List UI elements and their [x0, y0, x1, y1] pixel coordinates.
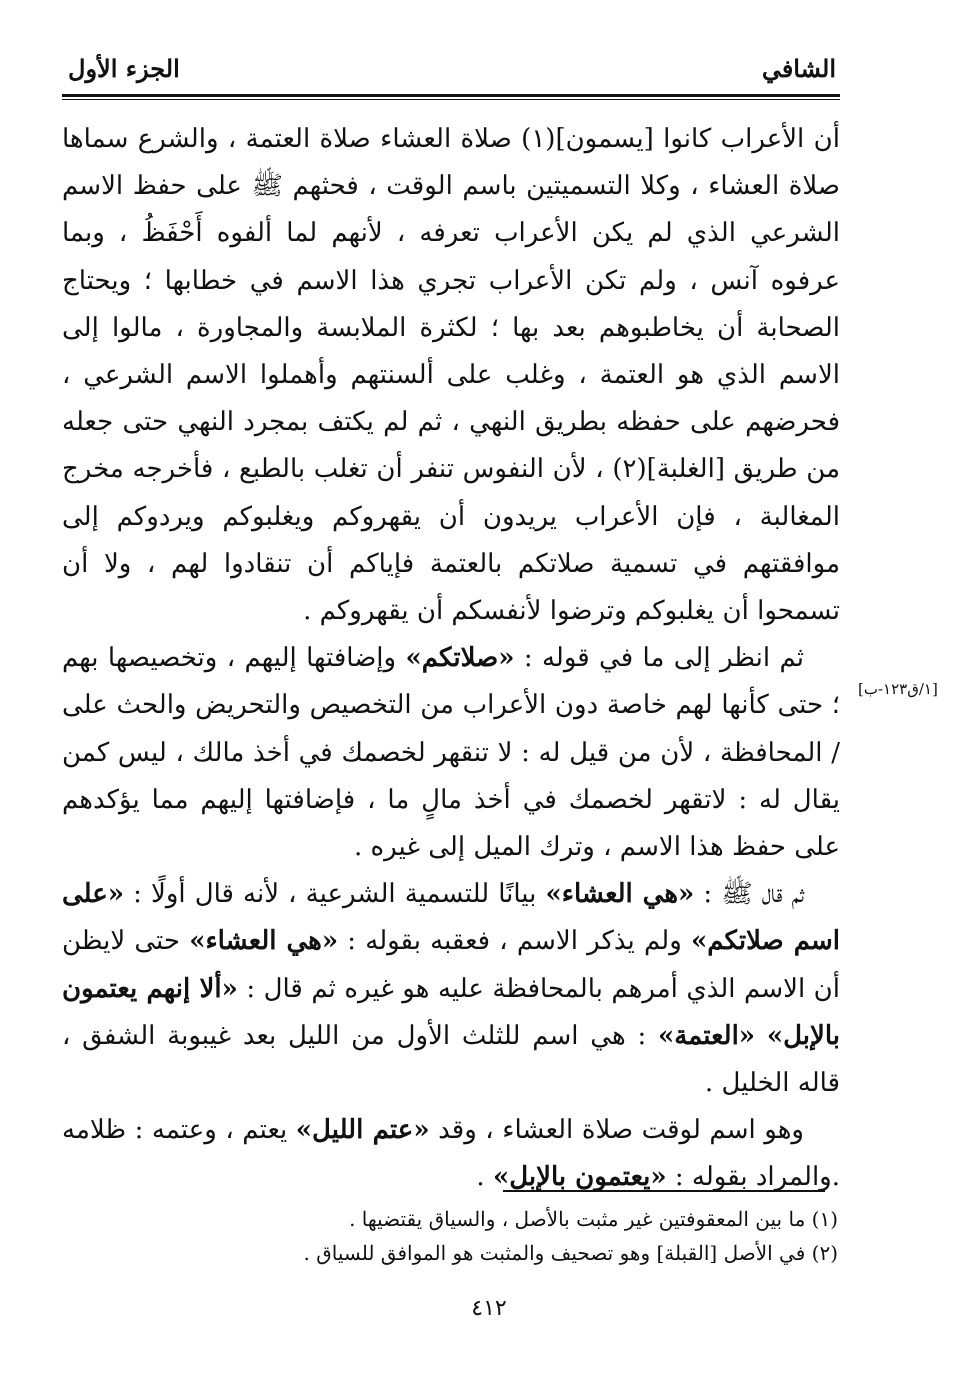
quoted-hadith-phrase: «هي العشاء»: [545, 879, 695, 910]
quoted-hadith-phrase: «صلاتكم»: [405, 643, 515, 674]
text-segment: [755, 1021, 767, 1051]
text-segment: صلاة العشاء صلاة العتمة ، والشرع سماها صلاة العشاء ، وكلا التسميتين باسم الوقت ، فحثهم ﷺ على حفظ الاسم الشرعي الذي لم يكن الأعراب تعرفه ، لأنهم لما ألفوه أَحْفَظُ ، وبما عرفوه آنس ، ولم تكن الأعراب تجري هذا الاسم في خطابها ؛ ويحتاج الصحابة أن يخاطبوهم بعد بها ؛ لكثرة الملابسة والمجاورة ، مالوا إلى الاسم الذي هو العتمة ، وغلب على ألسنتهم وأهملوا الاسم الشرعي ، فحرضهم على حفظه بطريق النهي ، ثم لم يكتف بمجرد النهي حتى جعله من طريق [الغلبة]: [62, 124, 840, 485]
paragraph: [62, 1107, 840, 1201]
quoted-hadith-phrase: «يعتمون بالإبل»: [492, 1162, 667, 1193]
text-segment: وهو اسم لوقت صلاة العشاء ، وقد: [429, 1115, 804, 1146]
text-segment: بيانًا للتسمية الشرعية ، لأنه قال أولًا :: [124, 879, 546, 910]
text-segment: ثم قال ﷺ :: [694, 879, 805, 910]
text-segment: حتى لايظن أن الاسم الذي أمرهم بالمحافظة عليه هو غيره ثم قال :: [62, 926, 840, 1004]
text-segment: .: [476, 1162, 493, 1193]
quoted-hadith-phrase: «على اسم صلاتكم»: [62, 879, 841, 957]
text-segment: ولم يذكر الاسم ، فعقبه بقوله :: [338, 926, 691, 957]
book-title: الشافي: [761, 54, 836, 83]
footnotes: [62, 1202, 838, 1270]
text-segment: يعتم ، وعتمه : ظلامه .والمراد بقوله :: [62, 1115, 840, 1193]
paragraph: [62, 871, 840, 1107]
page-number: ٤١٢: [471, 1296, 507, 1321]
main-text: [62, 116, 840, 1202]
quoted-hadith-phrase: «هي العشاء»: [189, 926, 339, 957]
manuscript-folio-reference: [١/ق١٢٣-ب]: [858, 680, 938, 698]
quoted-hadith-phrase: «العتمة»: [658, 1020, 756, 1051]
footnote-divider: [503, 1190, 825, 1192]
paragraph: [62, 116, 840, 635]
running-header: [62, 50, 840, 94]
text-segment: : هي اسم للثلث الأول من الليل بعد غيبوبة الشفق ، قاله الخليل .: [62, 1020, 840, 1099]
quoted-hadith-phrase: «ألا إنهم يعتمون بالإبل»: [62, 973, 841, 1051]
text-segment: (١): [521, 124, 556, 154]
footnote: (٢) في الأصل [القبلة] وهو تصحيف والمثبت هو الموافق للسياق .: [303, 1241, 838, 1265]
footnote: (١) ما بين المعقوفتين غير مثبت بالأصل ، والسياق يقتضيها .: [349, 1207, 838, 1231]
part-title: الجزء الأول: [68, 54, 180, 83]
header-divider: [62, 94, 840, 100]
quoted-hadith-phrase: «عتم الليل»: [295, 1115, 430, 1146]
text-segment: ، لأن النفوس تنفر أن تغلب بالطبع ، فأخرجه مخرج المغالبة ، فإن الأعراب يريدون أن يقهروكم ويغلبوكم ويردوكم إلى موافقتهم في تسمية صلاتكم بالعتمة فإياكم أن تنقادوا لهم ، ولا أن تسمحوا أن يغلبوكم وترضوا لأنفسكم أن يقهروكم .: [62, 454, 840, 627]
paragraph: [62, 635, 840, 871]
text-segment: أن الأعراب كانوا [يسمون]: [555, 124, 840, 154]
text-segment: وإضافتها إليهم ، وتخصيصها بهم ؛ حتى كأنها لهم خاصة دون الأعراب من التخصيص والتحريض والحث على / المحافظة ، لأن من قيل له : لا تنقهر لخصمك في أخذ مالك ، ليس كمن يقال له : لاتقهر لخصمك في أخذ مالٍ ما ، فإضافتها إليهم مما يؤكدهم على حفظ هذا الاسم ، وترك الميل إلى غيره .: [62, 643, 840, 863]
text-segment: (٢): [612, 454, 647, 485]
text-segment: ثم انظر إلى ما في قوله :: [514, 643, 804, 674]
